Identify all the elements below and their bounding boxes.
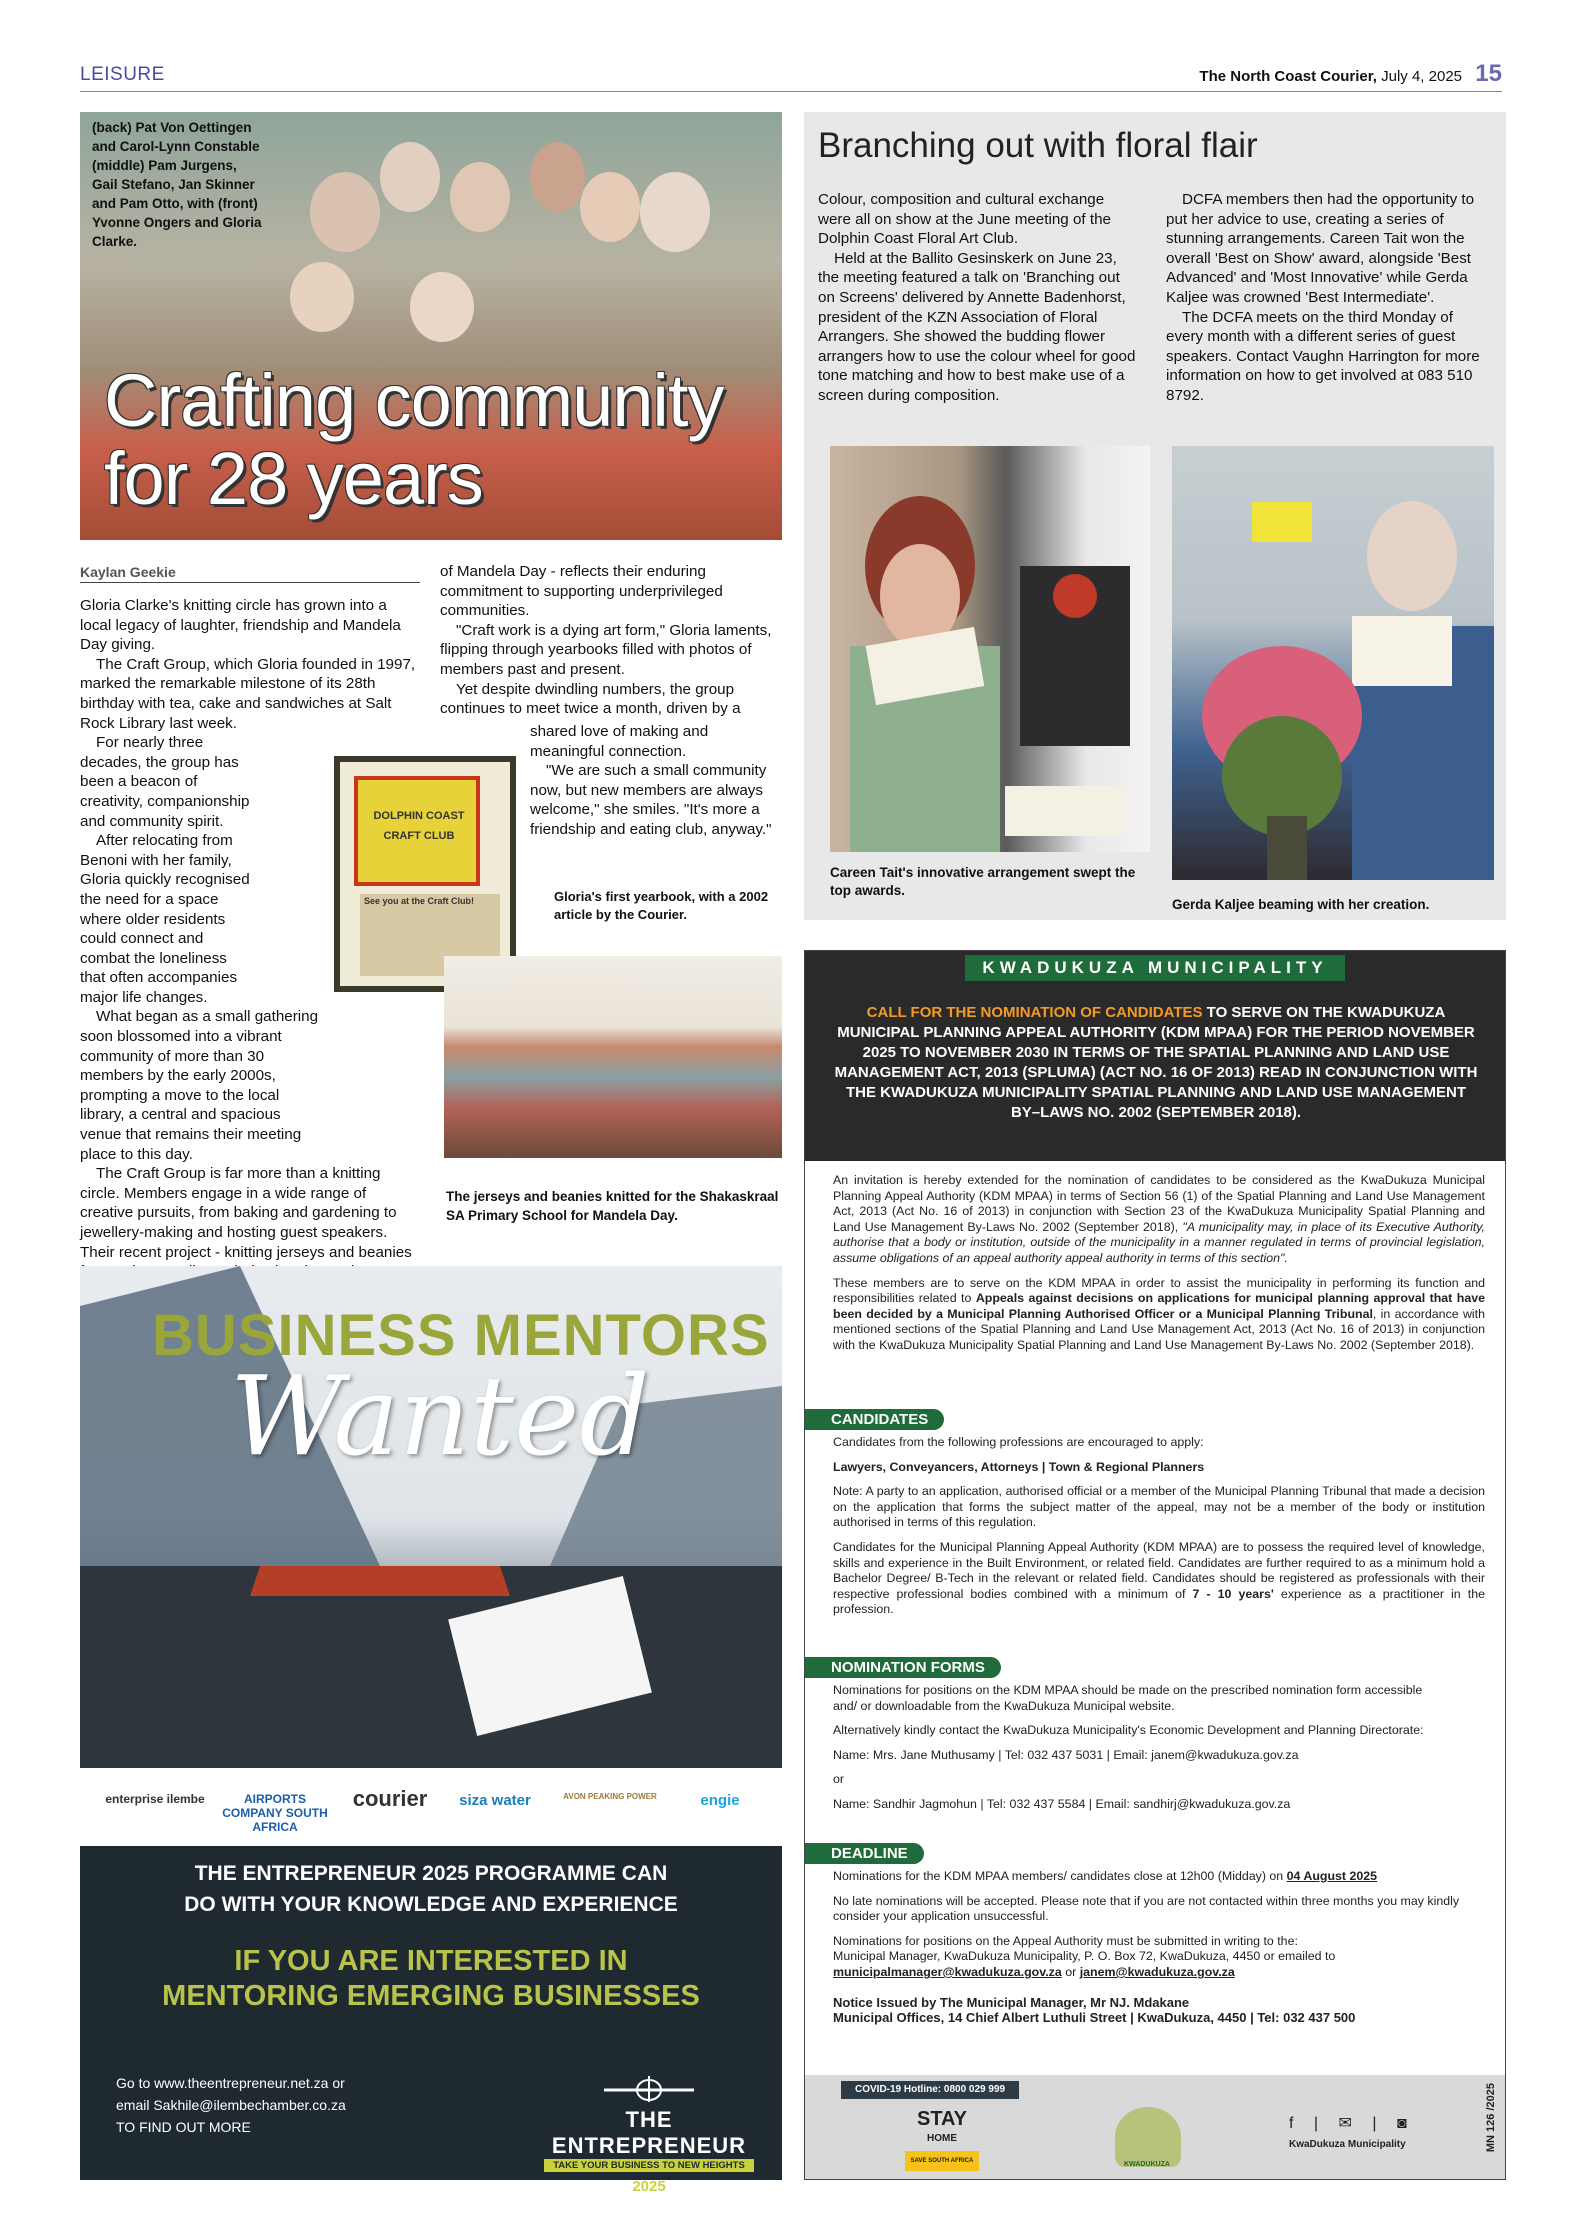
- floral-column-2: [1166, 190, 1492, 406]
- paragraph: For nearly three decades, the group has been a beacon of creativity, companionship and community spirit.: [80, 734, 250, 830]
- nomination-forms-tag: NOMINATION FORMS: [805, 1657, 1001, 1678]
- sponsor-logo: siza water: [459, 1792, 531, 1809]
- ad-headline-2: [80, 1944, 782, 2014]
- stay-text: STAY: [916, 2108, 968, 2130]
- covid-hotline: COVID-19 Hotline: 0800 029 999: [841, 2081, 1019, 2099]
- sponsor-logo: AVON PEAKING POWER: [563, 1792, 657, 1801]
- sponsor-logo: courier: [352, 1786, 428, 1811]
- ad-title: BUSINESS MENTORS: [152, 1303, 770, 1368]
- candidates-tag: CANDIDATES: [805, 1409, 944, 1430]
- deadline-address: Municipal Manager, KwaDukuza Municipality, P. O. Box 72, KwaDukuza, 4450 or emailed to: [833, 1949, 1336, 1964]
- yearbook-caption: Gloria's first yearbook, with a 2002 article by the Courier.: [554, 889, 769, 922]
- airplane-icon: [604, 2076, 694, 2102]
- ad-script-title: Wanted: [230, 1352, 650, 1480]
- paragraph: The DCFA meets on the third Monday of every month with a different series of guest speakers. Contact Vaughn Harrington for more information on how to get involved at 083 510 8792.: [1166, 308, 1480, 404]
- paragraph: The Craft Group is far more than a knitting circle. Members engage in a wide range of creative pursuits, from baking and gardening to jewellery-making and hosting guest speakers. Their recent project - knitting jerseys and beanies: [80, 1165, 412, 1261]
- nomination-contact-2: Name: Sandhir Jagmohun | Tel: 032 437 5584 | Email: sandhirj@kwadukuza.gov.za: [833, 1796, 1291, 1811]
- knitting-caption: The jerseys and beanies knitted for the Shakaskraal SA Primary School for Mandela Day.: [446, 1189, 779, 1223]
- call-highlight: CALL FOR THE NOMINATION OF CANDIDATES: [866, 1004, 1203, 1021]
- entrepreneur-logo: [544, 2076, 754, 2195]
- paper-date: July 4, 2025: [1381, 68, 1462, 85]
- candidates-professions: Lawyers, Conveyancers, Attorneys | Town & Regional Planners: [833, 1459, 1205, 1474]
- business-mentors-ad: [80, 1266, 782, 2195]
- nomination-contact-intro: Alternatively kindly contact the KwaDukuza Municipality's Economic Development and Planning Directorate:: [833, 1723, 1424, 1738]
- deadline-submission: Nominations for positions on the Appeal Authority must be submitted in writing to the:: [833, 1933, 1298, 1948]
- article-column-2-top: [440, 562, 782, 719]
- headline-line-1: Crafting community: [104, 359, 724, 442]
- municipality-notice: [804, 950, 1506, 2180]
- notice-footer: [805, 2075, 1505, 2179]
- arrangement-illustration: [1172, 446, 1494, 880]
- group-photo-caption: (back) Pat Von Oettingen and Carol-Lynn Constable (middle) Pam Jurgens, Gail Stefano, Jan Skinner and Pam Otto, with (front) Yvonne Ongers and Gloria Clarke.: [92, 120, 262, 249]
- brand-year: 2025: [632, 2178, 666, 2195]
- sponsor-logo: AIRPORTS COMPANY SOUTH AFRICA: [222, 1792, 328, 1834]
- ad-headline-1: [80, 1858, 782, 1920]
- paragraph: Held at the Ballito Gesinskerk on June 23, the meeting featured a talk on 'Branching out on Screens' delivered by Annette Badenhorst, president of the KZN Association of Floral Arrangers. She showed the budding flower arrangers how to use the colour wheel for good tone matching and how to best make use of a screen during composition.: [818, 249, 1136, 404]
- cockpit-image: [80, 1266, 782, 1768]
- intro-emphasis: Appeals against decisions on applications for municipal planning approval that have been decided by a Municipal Planning Authorised Officer or a Municipal Planning Tribunal: [833, 1291, 1485, 1321]
- ad-headline-2-line-1: IF YOU ARE INTERESTED IN: [234, 1945, 628, 1977]
- candidates-requirements-end: experience as a practitioner in the profession.: [833, 1586, 1485, 1617]
- sponsor-strip: [80, 1768, 782, 1846]
- gerda-kaljee-photo: [1172, 446, 1494, 880]
- nomination-text: Nominations for positions on the KDM MPAA should be made on the prescribed nomination form accessible and/ or downloadable from the KwaDukuza Municipal website.: [833, 1683, 1423, 1713]
- floral-headline: Branching out with floral flair: [818, 126, 1258, 165]
- social-label: KwaDukuza Municipality: [1289, 2139, 1406, 2150]
- byline: Kaylan Geekie: [80, 564, 420, 583]
- nomination-contact-1: Name: Mrs. Jane Muthusamy | Tel: 032 437 5031 | Email: janem@kwadukuza.gov.za: [833, 1747, 1299, 1762]
- candidates-note: Note: A party to an application, authorised official or a member of the Municipal Planning Tribunal that made a decision on the application that forms the subject matter of the appeal, may not be a member of the body or institution authorised in terms of this regulation.: [833, 1484, 1485, 1530]
- deadline-late-note: No late nominations will be accepted. Please note that if you are not contacted within three months you may kindly consider your application unsuccessful.: [833, 1893, 1460, 1924]
- cta-line-3: TO FIND OUT MORE: [116, 2119, 251, 2135]
- section-label: LEISURE: [80, 64, 165, 85]
- emblem-label: KWADUKUZA: [1124, 2161, 1170, 2168]
- paragraph: "We are such a small community now, but new members are always welcome," she smiles. "It's more a friendship and eating club, anyway.": [530, 762, 772, 838]
- gerda-kaljee-caption: Gerda Kaljee beaming with her creation.: [1172, 897, 1430, 912]
- article-headline: [104, 359, 784, 520]
- cta-line-1: Go to www.theentrepreneur.net.za or: [116, 2075, 345, 2091]
- candidates-experience: 7 - 10 years': [1192, 1586, 1274, 1601]
- paper-name: The North Coast Courier,: [1199, 68, 1377, 85]
- deadline-section: [833, 1869, 1485, 2035]
- ad-headline-2-line-2: MENTORING EMERGING BUSINESSES: [162, 1980, 700, 2012]
- ad-headline-1-line-1: THE ENTREPRENEUR 2025 PROGRAMME CAN: [194, 1862, 668, 1885]
- knitting-photo: [444, 956, 782, 1158]
- stay-tagline: SAVE SOUTH AFRICA: [905, 2151, 979, 2171]
- municipality-emblem-icon: [1115, 2107, 1181, 2167]
- candidates-section: [833, 1435, 1485, 1627]
- cta-line-2: email Sakhile@ilembechamber.co.za: [116, 2097, 346, 2113]
- ad-headline-1-line-2: DO WITH YOUR KNOWLEDGE AND EXPERIENCE: [184, 1893, 678, 1916]
- notice-code: MN 126 /2025: [1485, 2083, 1497, 2153]
- notice-issuer: Notice Issued by The Municipal Manager, Mr NJ. Mdakane: [833, 1994, 1190, 2010]
- intro-paragraph-2-end: , in accordance with mentioned sections of the Spatial Planning and Land Use Management Act, 2013 (Act No. 16 of 2013) in conjunction with the KwaDukuza Municipality Spatial Planning and Land Use Management By-Laws No. 2002 (September 2018).: [833, 1306, 1485, 1352]
- email-link-manager[interactable]: municipalmanager@kwadukuza.gov.za: [833, 1964, 1062, 1979]
- header-rule: [80, 91, 1502, 92]
- municipality-name: KWADUKUZA MUNICIPALITY: [965, 955, 1345, 981]
- paragraph: shared love of making and meaningful connection.: [530, 723, 709, 760]
- clipping-headline: See you at the Craft Club!: [364, 896, 475, 906]
- call-text: TO SERVE ON THE KWADUKUZA MUNICIPAL PLANNING APPEAL AUTHORITY (KDM MPAA) FOR THE PERIOD NOVEMBER 2025 TO NOVEMBER 2030 IN TERMS OF THE SPATIAL PLANNING AND LAND USE MANAGEMENT ACT, 2013 (SPLUMA) (ACT NO. 16 OF 2013) READ IN CONJUNCTION WITH THE KWADUKUZA MUNICIPALITY SPATIAL PLANNING AND LAND USE MANAGEMENT BY–LAWS NO. 2002 (SEPTEMBER 2018).: [834, 1004, 1478, 1121]
- paper-info: [1199, 68, 1462, 85]
- paragraph: The Craft Group, which Gloria founded in 1997, marked the remarkable milestone of its 28th birthday with tea, cake and sandwiches at Salt Rock Library last week.: [80, 655, 416, 732]
- yearbook-cover: [354, 776, 480, 886]
- candidates-requirements: Candidates for the Municipal Planning Appeal Authority (KDM MPAA) are to possess the required level of knowledge, skills and experience in the Built Environment, or related field. Candidates are further required to as a minimum hold a Bachelor Degree/ B-Tech in the relevant or related field. Candidates should be registered as professionals with their respective professional bodies combined with a minimum of: [833, 1539, 1485, 1601]
- paragraph: DCFA members then had the opportunity to put her advice to use, creating a series of stunning arrangements. Careen Tait won the overall 'Best on Show' award, alongside 'Best Advanced' and 'Most Innovative' while Gerda Kaljee was crowned 'Best Intermediate'.: [1166, 191, 1475, 306]
- email-link-janem[interactable]: janem@kwadukuza.gov.za: [1079, 1964, 1235, 1979]
- careen-tait-photo: [830, 446, 1150, 852]
- sponsor-logo: enterprise ilembe: [105, 1792, 205, 1806]
- email-or: or: [1065, 1964, 1077, 1979]
- candidates-intro: Candidates from the following professions are encouraged to apply:: [833, 1435, 1204, 1449]
- paragraph: Colour, composition and cultural exchange were all on show at the June meeting of the Dolphin Coast Floral Art Club.: [818, 191, 1111, 248]
- yearbook-title-2: CRAFT CLUB: [383, 830, 455, 842]
- brand-name: THE ENTREPRENEUR: [551, 2107, 747, 2158]
- intro-paragraph-1: An invitation is hereby extended for the nomination of candidates to be considered as the KwaDukuza Municipal Planning Appeal Authority (KDM MPAA) in terms of Section 56 (1) of the Spatial Planning and Land Use Management Act, 2013 (Act No. 16 of 2013) in conjunction with Section 23 of the KwaDukuza Municipality Spatial Planning and Land Use Management By-Laws No. 2002 (September 2018),: [833, 1173, 1485, 1234]
- ad-call-to-action: [116, 2072, 346, 2138]
- home-text: HOME: [927, 2133, 957, 2144]
- paragraph: Yet despite dwindling numbers, the group continues to meet twice a month, driven by a: [440, 680, 741, 718]
- nomination-or: or: [833, 1772, 845, 1787]
- arrangement-illustration: [830, 446, 1150, 852]
- deadline-date: 04 August 2025: [1286, 1869, 1378, 1883]
- floral-column-1: [818, 190, 1140, 406]
- notice-call: [833, 1003, 1479, 1123]
- headline-line-2: for 28 years: [104, 437, 483, 520]
- brand-tagline: TAKE YOUR BUSINESS TO NEW HEIGHTS: [544, 2159, 754, 2172]
- careen-tait-caption: Careen Tait's innovative arrangement swept the top awards.: [830, 865, 1136, 898]
- yearbook-title-1: DOLPHIN COAST: [373, 810, 465, 822]
- notice-address: Municipal Offices, 14 Chief Albert Luthuli Street | KwaDukuza, 4450 | Tel: 032 437 500: [833, 2010, 1356, 2026]
- paragraph: of Mandela Day - reflects their enduring commitment to supporting underprivileged communities.: [440, 563, 723, 620]
- paragraph: Gloria Clarke's knitting circle has grown into a local legacy of laughter, friendship and Mandela Day giving.: [80, 597, 401, 654]
- page-number: 15: [1475, 60, 1502, 87]
- social-icons[interactable]: f | ✉ | ◙: [1289, 2115, 1415, 2132]
- deadline-text: Nominations for the KDM MPAA members/ candidates close at 12h00 (Midday) on: [833, 1869, 1284, 1883]
- sponsor-logo: engie: [700, 1792, 740, 1809]
- notice-intro: [833, 1173, 1485, 1363]
- notice-header: [805, 951, 1505, 1161]
- stay-home-logo: [905, 2109, 979, 2171]
- intro-paragraph-2: These members are to serve on the KDM MPAA in order to assist the municipality in performing its function and responsibilities related to: [833, 1275, 1485, 1306]
- deadline-tag: DEADLINE: [805, 1843, 924, 1864]
- paragraph: After relocating from Benoni with her family, Gloria quickly recognised the need for a space where older residents could connect and combat the loneliness that often accompanies major life changes.: [80, 832, 250, 1006]
- paragraph: "Craft work is a dying art form," Gloria laments, flipping through yearbooks filled with photos of members past and present.: [440, 621, 772, 678]
- paragraph: What began as a small gathering soon blossomed into a vibrant community of more than 30 members by the early 2000s, prompting a move to the local library, a central and spacious venue that remains their meeting place to this day.: [80, 1008, 319, 1163]
- nomination-section: [833, 1683, 1485, 1822]
- intro-quote: "A municipality may, in place of its Executive Authority, authorise that a body or institution, outside of the municipality in a manner regulated in terms of provincial legislation, assume obligations of an appeal authority appeal authority in terms of this section".: [833, 1219, 1485, 1265]
- article-column-2-bottom: [530, 722, 782, 840]
